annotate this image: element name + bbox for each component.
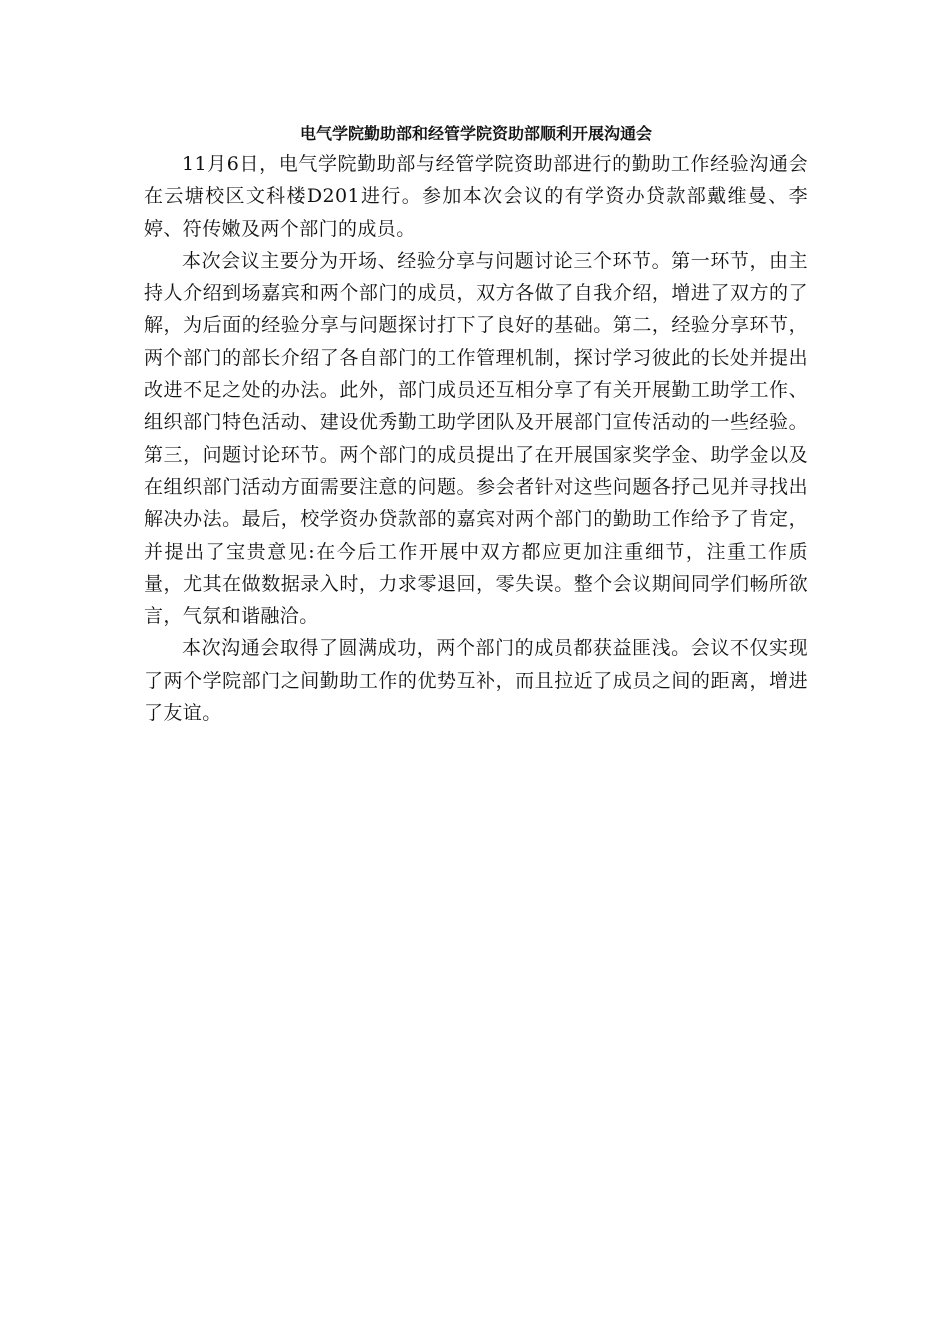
paragraph-conclusion: 本次沟通会取得了圆满成功，两个部门的成员都获益匪浅。会议不仅实现了两个学院部门之间勤助工作的优势互补，而且拉近了成员之间的距离，增进了友谊。 <box>144 637 808 725</box>
document-title: 电气学院勤助部和经管学院资助部顺利开展沟通会 <box>299 124 652 143</box>
paragraph-intro: 11月6日，电气学院勤助部与经管学院资助部进行的勤助工作经验沟通会在云塘校区文科楼D201进行。参加本次会议的有学资办贷款部戴维曼、李婷、符传嫩及两个部门的成员。 <box>144 153 808 240</box>
document-body <box>144 120 808 729</box>
paragraph-meeting-process: 本次会议主要分为开场、经验分享与问题讨论三个环节。第一环节，由主持人介绍到场嘉宾和两个部门的成员，双方各做了自我介绍，增进了双方的了解，为后面的经验分享与问题探讨打下了良好的基础。第二，经验分享环节，两个部门的部长介绍了各自部门的工作管理机制，探讨学习彼此的长处并提出改进不足之处的办法。此外，部门成员还互相分享了有关开展勤工助学工作、组织部门特色活动、建设优秀勤工助学团队及开展部门宣传活动的一些经验。第三，问题讨论环节。两个部门的成员提出了在开展国家奖学金、助学金以及在组织部门活动方面需要注意的问题。参会者针对这些问题各抒己见并寻找出解决办法。最后，校学资办贷款部的嘉宾对两个部门的勤助工作给予了肯定，并提出了宝贵意见:在今后工作开展中双方都应更加注重细节，注重工作质量，尤其在做数据录入时，力求零退回，零失误。整个会议期间同学们畅所欲言，气氛和谐融洽。 <box>144 249 808 628</box>
